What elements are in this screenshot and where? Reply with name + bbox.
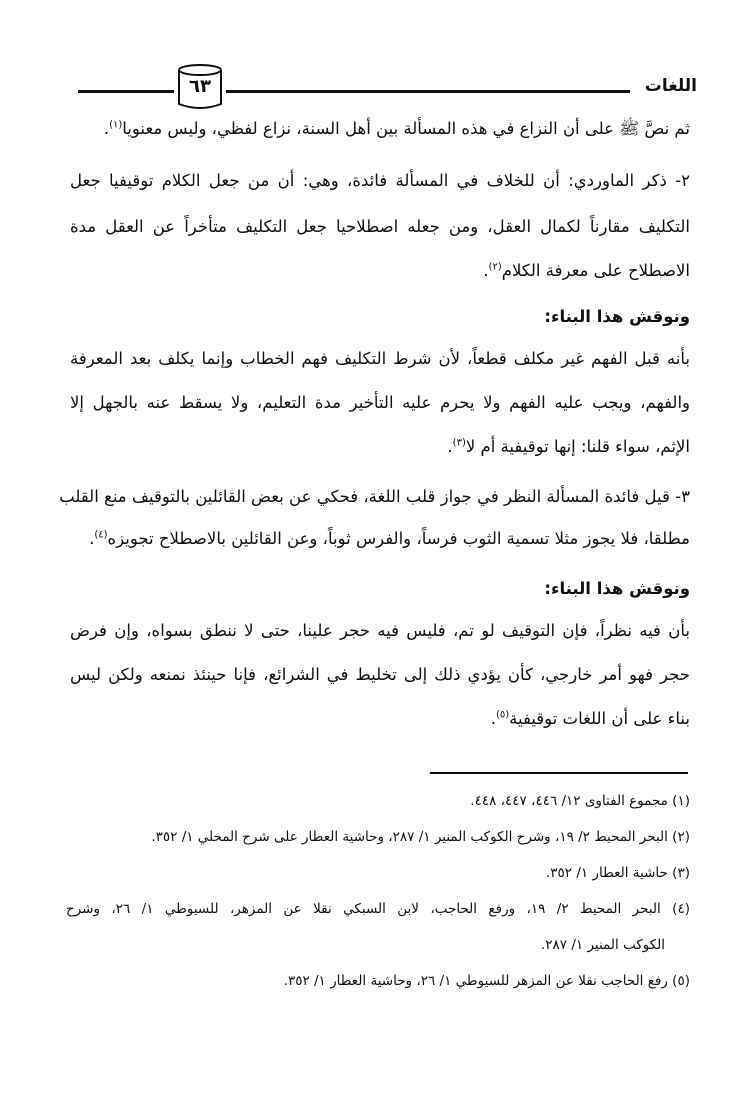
- section-heading: ونوقش هذا البناء:: [544, 579, 690, 598]
- body-line: الاصطلاح على معرفة الكلام$^{(٢)}$.: [483, 261, 690, 280]
- running-header-title: اللغات: [644, 76, 697, 96]
- page-number: ٦٣: [189, 76, 211, 97]
- body-line: ثم نصَّ ﷺ على أن النزاع في هذه المسألة بين أهل السنة، نزاع لفظي، وليس معنويا$^{(١)}$.: [103, 119, 690, 138]
- footnote: (٢) البحر المحيط ٢/ ١٩، وشرح الكوكب المنير ١/ ٢٨٧، وحاشية العطار على شرح المحلي ١/ ٣٥٢.: [151, 829, 690, 845]
- body-line: والفهم، ويجب عليه الفهم ولا يحرم عليه التأخير مدة التعليم، ولا يسقط عنه بالجهل إلا: [70, 393, 690, 412]
- footnote-separator: [430, 772, 688, 774]
- footnote: (٤) البحر المحيط ٢/ ١٩، ورفع الحاجب، لابن السبكي نقلا عن المزهر، للسيوطي ١/ ٢٦، وشرح: [66, 901, 690, 917]
- footnote: (٥) رفع الحاجب نقلا عن المزهر للسيوطي ١/ ٢٦، وحاشية العطار ١/ ٣٥٢.: [283, 973, 690, 989]
- body-line: الإثم، سواء قلنا: إنها توقيفية أم لا$^{(٣)}$.: [447, 437, 690, 456]
- footnote: (٣) حاشية العطار ١/ ٣٥٢.: [545, 865, 690, 881]
- body-line: ٣- قيل فائدة المسألة النظر في جواز قلب اللغة، فحكي عن بعض القائلين بالتوقيف منع القلب: [59, 487, 690, 506]
- header-rule-left: [78, 90, 174, 93]
- body-line: مطلقا، فلا يجوز مثلا تسمية الثوب فرساً، والفرس ثوباً، وعن القائلين بالاصطلاح تجويزه$^{(٤)}$.: [89, 529, 690, 548]
- body-line: بأنه قبل الفهم غير مكلف قطعاً، لأن شرط التكليف فهم الخطاب وإنما يكلف بعد المعرفة: [70, 349, 690, 368]
- body-line: التكليف مقارناً لكمال العقل، ومن جعله اصطلاحيا جعل التكليف متأخراً عن العقل مدة: [70, 217, 690, 236]
- body-line: بناء على أن اللغات توقيفية$^{(٥)}$.: [490, 709, 690, 728]
- body-line: حجر فهو أمر خارجي، كأن يؤدي ذلك إلى تخليط في الشرائع، فإنا حينئذ نمنعه ولكن ليس: [70, 665, 690, 684]
- footnote-continuation: الكوكب المنير ١/ ٢٨٧.: [541, 937, 665, 953]
- footnote: (١) مجموع الفتاوى ١٢/ ٤٤٦، ٤٤٧، ٤٤٨.: [470, 793, 690, 809]
- section-heading: ونوقش هذا البناء:: [544, 307, 690, 326]
- header-rule: [226, 90, 630, 93]
- body-line: ٢- ذكر الماوردي: أن للخلاف في المسألة فائدة، وهي: أن من جعل الكلام توقيفيا جعل: [70, 171, 690, 190]
- body-line: بأن فيه نظراً، فإن التوقيف لو تم، فليس فيه حجر علينا، حتى لا ننطق بسواه، وإن فرض: [70, 621, 690, 640]
- page-number-badge: [176, 62, 224, 112]
